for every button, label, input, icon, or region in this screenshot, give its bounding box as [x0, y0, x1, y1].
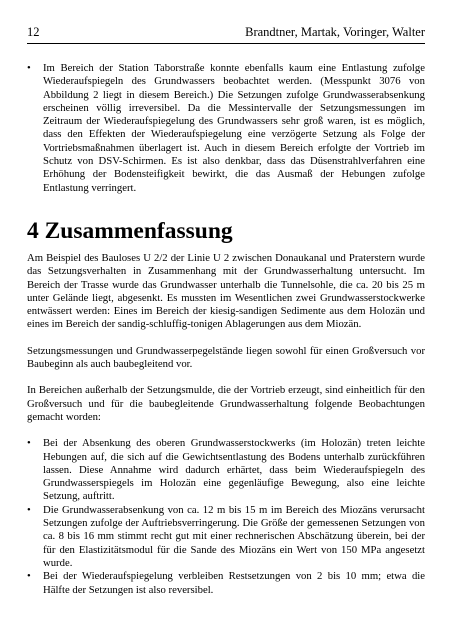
list-item: • Bei der Absenkung des oberen Grundwasserstockwerks (im Holozän) treten leichte Hebungen auf, die sich auf die Gewichtsentlastung des Bodens unterhalb zurückführen lassen. Diese Annahme wird dadurch erhärtet, dass beim Wiederaufspiegeln des Grundwasserspiegels im Holozän eine gegenläufige Bewegung, also eine leichte Setzung, auftritt.: [27, 437, 425, 503]
running-header: [27, 24, 425, 40]
summary-bullet-list: [27, 437, 425, 597]
header-rule: [27, 43, 425, 44]
continued-bullet-list: [27, 62, 425, 195]
paragraph: Setzungsmessungen und Grundwasserpegelstände liegen sowohl für einen Großversuch vor Baubeginn als auch baubegleitend vor.: [27, 344, 425, 371]
paragraph: In Bereichen außerhalb der Setzungsmulde, die der Vortrieb erzeugt, sind einheitlich für den Großversuch und für die baubegleitende Grundwasserhaltung folgende Beobachtungen gemacht worden:: [27, 384, 425, 423]
section-heading: 4 Zusammenfassung: [27, 217, 233, 244]
list-item: • Bei der Wiederaufspiegelung verbleiben Restsetzungen von 2 bis 10 mm; etwa die Hälfte der Setzungen ist also reversibel.: [27, 570, 425, 597]
page-number: 12: [27, 25, 40, 39]
header-authors: Brandtner, Martak, Voringer, Walter: [245, 25, 425, 39]
list-item: • Im Bereich der Station Taborstraße konnte ebenfalls kaum eine Entlastung zufolge Wiederaufspiegeln des Grundwassers beobachtet werden. (Messpunkt 3076 von Abbildung 2 liegt in diesem Bereich.) Die Setzungen zufolge Grundwasserabsenkung erscheinen völlig irreversibel. Da die Messintervalle der Setzungsmessungen im Zeitraum der Wiederaufspiegelung des Grundwassers sehr groß waren, ist es möglich, dass den Effekten der Wiederaufspiegelung eine verzögerte Setzung als Folge der Vortriebsmaßnahmen überlagert ist. Auch in diesem Bereich erfolgte der Vortrieb im Schutz von DSV-Schirmen. Es ist also denkbar, dass das Düsenstrahlverfahren eine Erhöhung der Bodensteifigkeit bewirkt, die das Ausmaß der Hebungen zufolge Entlastung verringert.: [27, 62, 425, 195]
body-content: [27, 62, 425, 597]
paragraph: Am Beispiel des Bauloses U 2/2 der Linie U 2 zwischen Donaukanal und Praterstern wurde das Setzungsverhalten in Zusammenhang mit der Grundwasserhaltung untersucht. Im Bereich der Trasse wurde das Grundwasser unterhalb die Tunnelsohle, die ca. 20 bis 25 m unter Gelände liegt, abgesenkt. Es mussten im Wesentlichen zwei Grundwasserstockwerke entwässert werden: Eines im Bereich der kiesig-sandigen Sedimente aus dem Holozän und eines im Bereich der sandig-schluffig-tonigen Ablagerungen aus dem Miozän.: [27, 251, 425, 331]
list-item: • Die Grundwasserabsenkung von ca. 12 m bis 15 m im Bereich des Miozäns verursacht Setzungen zufolge der Auftriebsverringerung. Die Größe der gemessenen Setzungen von ca. 8 bis 16 mm stimmt recht gut mit einer rechnerischen Abschätzung überein, bei der für den Elastizitätsmodul für die Sande des Miozäns ein Wert von 150 MPa angesetzt wurde.: [27, 504, 425, 570]
